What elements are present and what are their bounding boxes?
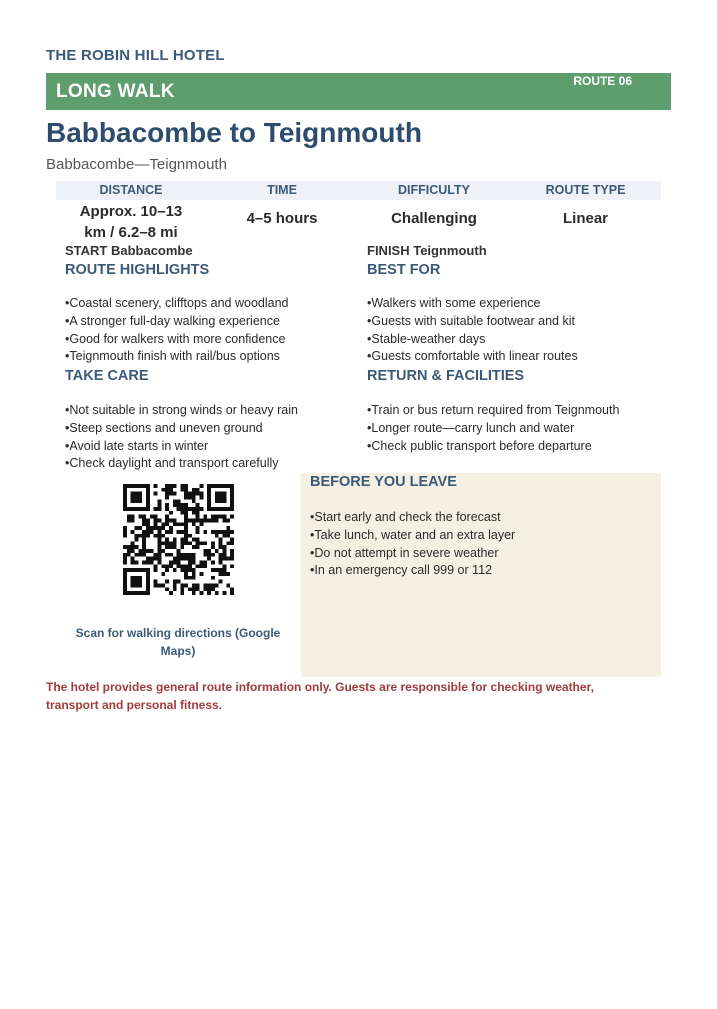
list-item: • A stronger full-day walking experience [65, 313, 289, 331]
stats-value-row [56, 200, 661, 242]
list-item: • In an emergency call 999 or 112 [310, 562, 515, 580]
list-item: • Coastal scenery, clifftops and woodland [65, 295, 289, 313]
list-item: • Steep sections and uneven ground [65, 420, 298, 438]
list-item: • Walkers with some experience [367, 295, 578, 313]
list-item: • Not suitable in strong winds or heavy rain [65, 402, 298, 420]
stat-header-distance: DISTANCE [99, 183, 163, 197]
list-item: • Take lunch, water and an extra layer [310, 527, 515, 545]
take-care-list [65, 402, 298, 473]
list-item: • Train or bus return required from Teignmouth [367, 402, 619, 420]
start-point: START Babbacombe [65, 243, 193, 258]
list-item: • Start early and check the forecast [310, 509, 515, 527]
list-item: • Do not attempt in severe weather [310, 545, 515, 563]
before-you-leave-panel [301, 473, 661, 677]
list-item: • Check public transport before departure [367, 438, 619, 456]
list-item: • Stable-weather days [367, 331, 578, 349]
page-subtitle: Babbacombe—Teignmouth [46, 156, 227, 173]
list-item: • Check daylight and transport carefully [65, 455, 298, 473]
disclaimer: The hotel provides general route information only. Guests are responsible for checking weather, transport and personal fitness. [46, 680, 594, 712]
page-title: Babbacombe to Teignmouth [46, 117, 422, 148]
best-for-heading: BEST FOR [367, 262, 441, 278]
return-facilities-list [367, 402, 619, 455]
list-item: • Guests comfortable with linear routes [367, 348, 578, 366]
list-item: • Guests with suitable footwear and kit [367, 313, 578, 331]
stat-value-route-type: Linear [562, 210, 608, 227]
list-item: • Longer route—carry lunch and water [367, 420, 619, 438]
walk-type-label: LONG WALK [56, 81, 175, 102]
hotel-name: THE ROBIN HILL HOTEL [46, 47, 225, 64]
stat-value-distance: Approx. 10–13 km / 6.2–8 mi [79, 203, 183, 241]
list-item: • Teignmouth finish with rail/bus options [65, 348, 289, 366]
stats-header-row [56, 181, 661, 200]
qr-caption: Scan for walking directions (Google Maps) [75, 626, 281, 658]
best-for-list [367, 295, 578, 366]
qr-code-icon[interactable] [123, 484, 234, 595]
highlights-heading: ROUTE HIGHLIGHTS [65, 262, 210, 278]
list-item: • Good for walkers with more confidence [65, 331, 289, 349]
return-facilities-heading: RETURN & FACILITIES [367, 368, 525, 384]
highlights-list [65, 295, 289, 366]
stat-value-time: 4–5 hours [246, 210, 318, 227]
finish-point: FINISH Teignmouth [367, 243, 487, 258]
list-item: • Avoid late starts in winter [65, 438, 298, 456]
stat-header-difficulty: DIFFICULTY [398, 183, 470, 197]
before-you-leave-heading: BEFORE YOU LEAVE [310, 474, 457, 490]
walk-banner [46, 73, 671, 110]
stat-header-time: TIME [267, 183, 297, 197]
stat-value-difficulty: Challenging [391, 210, 477, 227]
stat-header-route-type: ROUTE TYPE [545, 183, 626, 197]
take-care-heading: TAKE CARE [65, 368, 149, 384]
route-code: ROUTE 06 [573, 74, 632, 88]
before-you-leave-list [310, 509, 515, 580]
